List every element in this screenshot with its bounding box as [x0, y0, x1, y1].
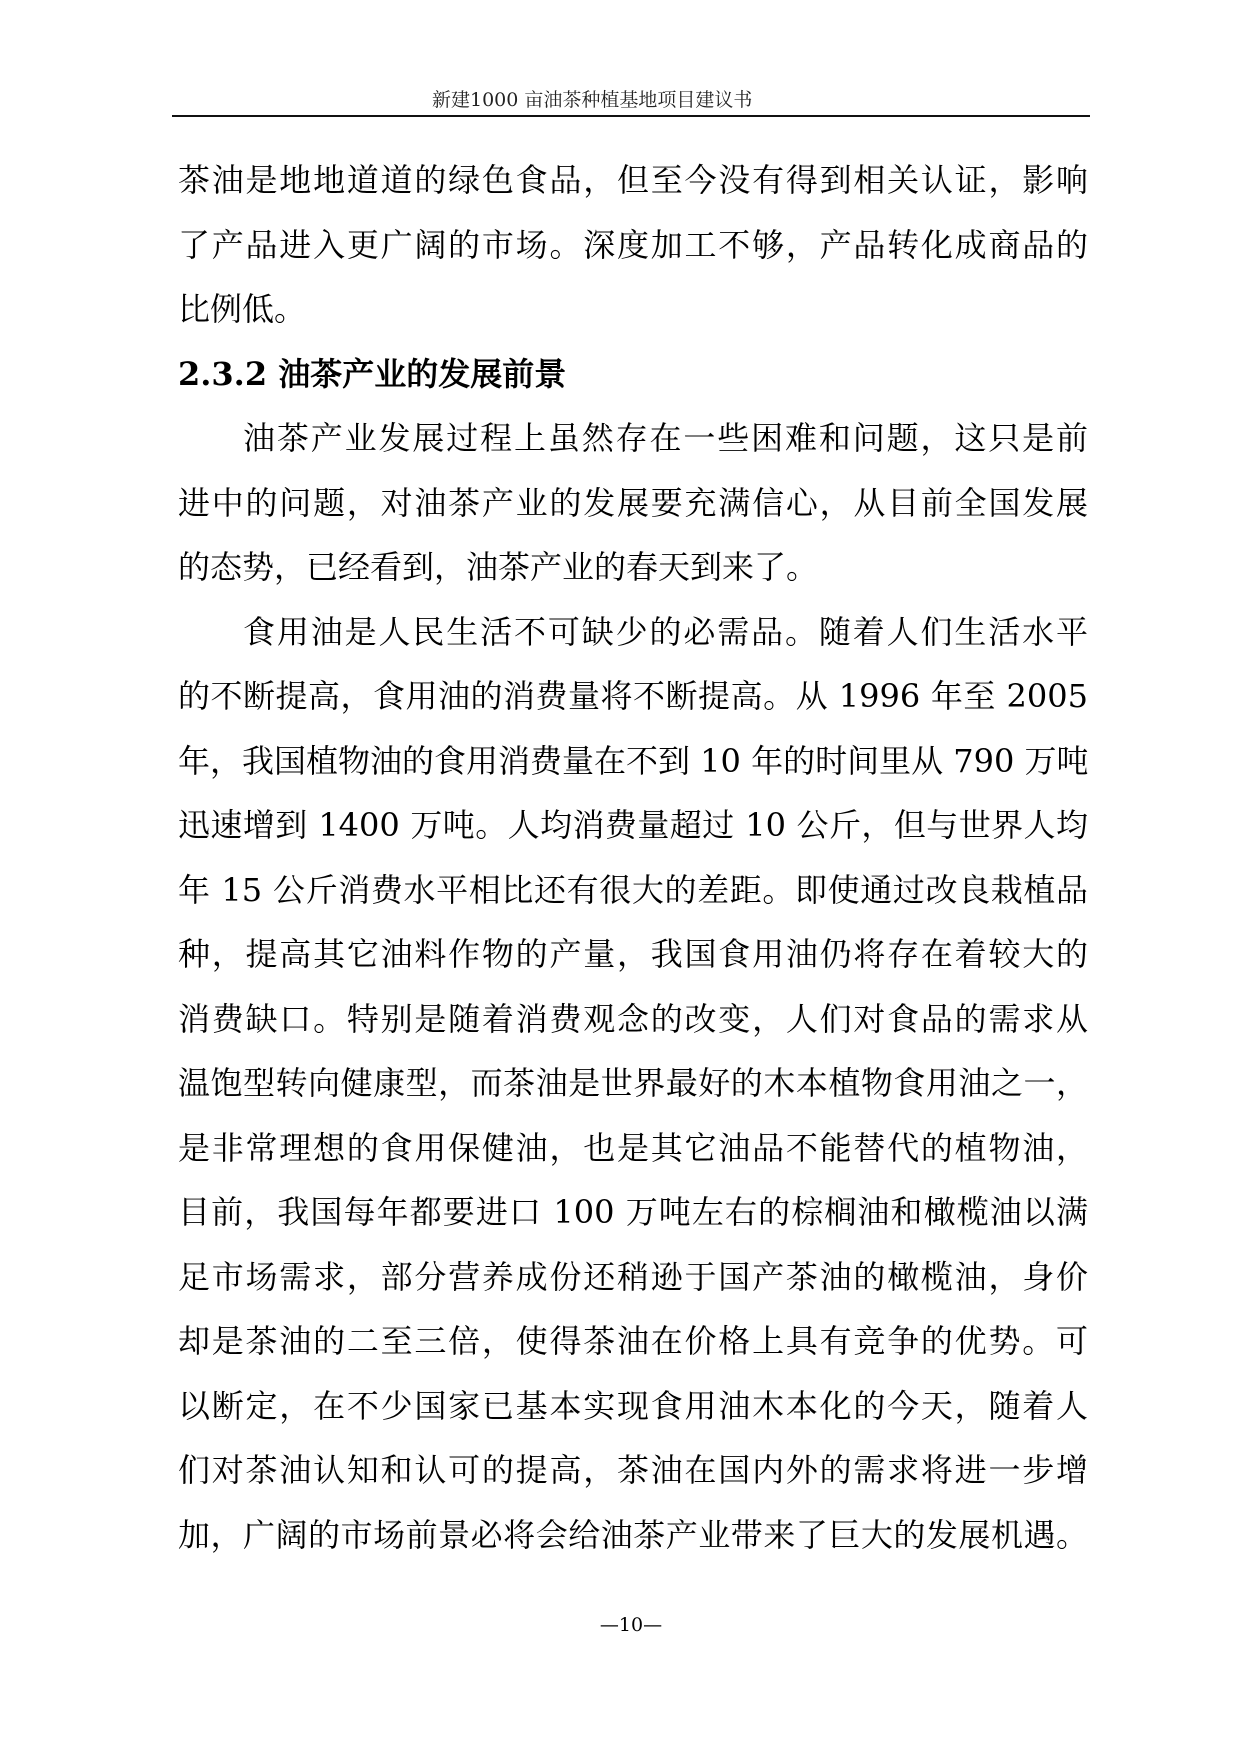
body-line: 茶油是地地道道的绿色食品，但至今没有得到相关认证，影响	[178, 161, 1088, 199]
body-line: 种，提高其它油料作物的产量，我国食用油仍将存在着较大的	[178, 935, 1088, 973]
body-line: 足市场需求，部分营养成份还稍逊于国产茶油的橄榄油，身价	[178, 1257, 1088, 1296]
body-line: 们对茶油认知和认可的提高，茶油在国内外的需求将进一步增	[178, 1451, 1088, 1489]
body-line: 消费缺口。特别是随着消费观念的改变，人们对食品的需求从	[178, 999, 1088, 1038]
section-heading: 2.3.2 油茶产业的发展前景	[178, 354, 567, 393]
paragraph	[178, 600, 1088, 1568]
body-line: 的态势，已经看到，油茶产业的春天到来了。	[178, 548, 819, 586]
body-line: 却是茶油的二至三倍，使得茶油在价格上具有竞争的优势。可	[178, 1322, 1088, 1360]
paragraph	[178, 148, 1088, 342]
body-line: 油茶产业发展过程上虽然存在一些困难和问题，这只是前	[243, 419, 1088, 457]
body-line: 温饱型转向健康型，而茶油是世界最好的木本植物食用油之一，	[178, 1064, 1088, 1102]
page-number: —10—	[599, 1614, 663, 1636]
paragraph	[178, 406, 1088, 600]
header-rule	[172, 115, 1090, 117]
body-line: 是非常理想的食用保健油，也是其它油品不能替代的植物油，	[178, 1128, 1088, 1167]
running-header-title: 新建1000 亩油茶种植基地项目建议书	[432, 89, 753, 111]
body-line: 加，广阔的市场前景必将会给油茶产业带来了巨大的发展机遇。	[178, 1515, 1088, 1554]
body-line: 食用油是人民生活不可缺少的必需品。随着人们生活水平	[243, 612, 1088, 651]
page-body	[178, 148, 1088, 1567]
body-line: 年 15 公斤消费水平相比还有很大的差距。即使通过改良栽植品	[178, 870, 1088, 909]
body-line: 了产品进入更广阔的市场。深度加工不够，产品转化成商品的	[178, 225, 1088, 264]
body-line: 目前，我国每年都要进口 100 万吨左右的棕榈油和橄榄油以满	[178, 1193, 1088, 1231]
body-line: 的不断提高，食用油的消费量将不断提高。从 1996 年至 2005	[178, 677, 1088, 715]
body-line: 比例低。	[178, 290, 307, 328]
body-line: 进中的问题，对油茶产业的发展要充满信心，从目前全国发展	[178, 483, 1088, 522]
body-line: 以断定，在不少国家已基本实现食用油木本化的今天，随着人	[178, 1386, 1088, 1425]
body-line: 迅速增到 1400 万吨。人均消费量超过 10 公斤，但与世界人均	[178, 806, 1088, 844]
body-line: 年，我国植物油的食用消费量在不到 10 年的时间里从 790 万吨	[178, 741, 1088, 780]
